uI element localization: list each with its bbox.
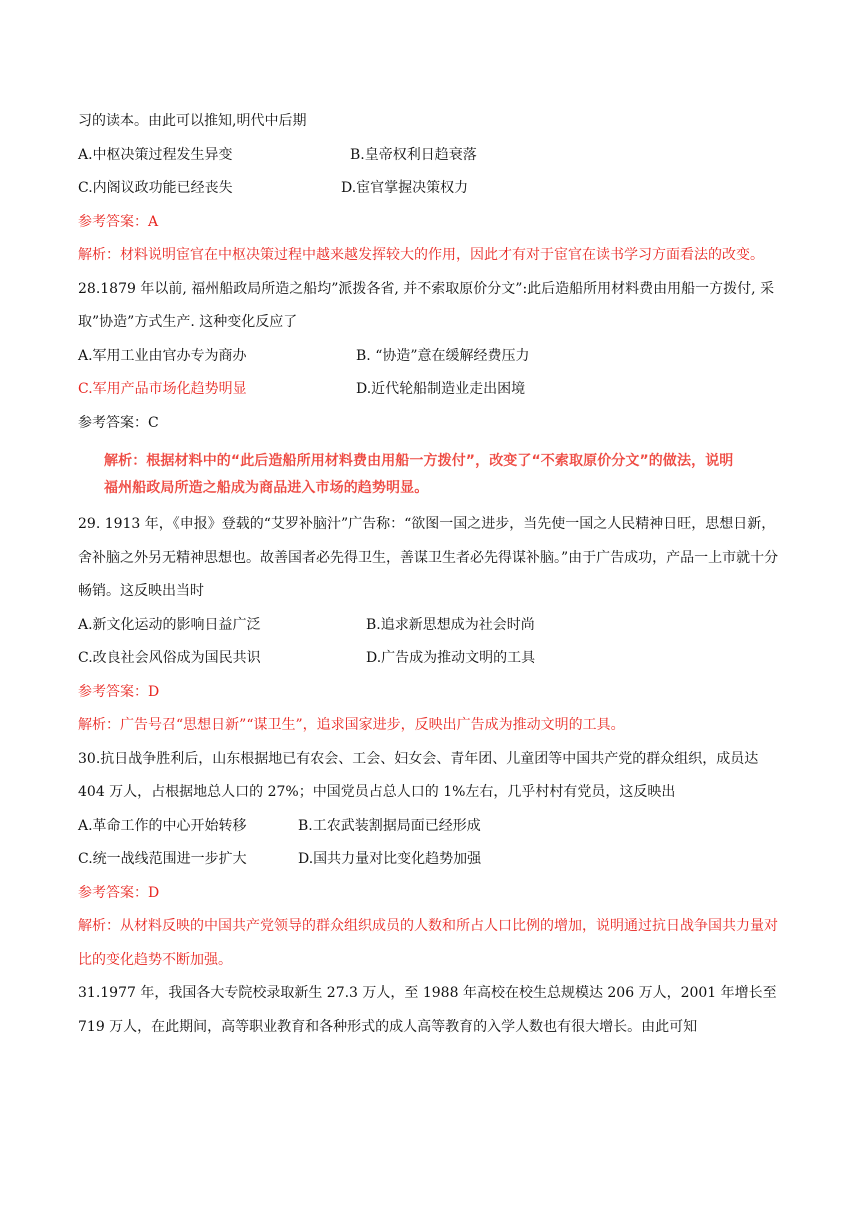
q27-option-b: B.皇帝权利日趋衰落 [350, 146, 477, 163]
q28-option-c: C.军用产品市场化趋势明显 [78, 381, 247, 397]
q30-analysis: 解析：从材料反映的中国共产党领导的群众组织成员的人数和所占人口比例的增加，说明通过抗日战争国共力量对比的变化趋势不断加强。 [78, 918, 778, 968]
q29-options-row2 [78, 642, 783, 676]
q30-option-a: A.革命工作的中心开始转移 [78, 817, 247, 834]
q29-stem: 29. 1913 年，《申报》登载的“艾罗补脑汁”广告称：“欲图一国之进步，当先使一国之人民精神日旺，思想日新，舍补脑之外另无精神思想也。故善国者必先得卫生，善谋卫生者必先得谋补脑。”由于广告成功，产品一上市就十分畅销。这反映出当时 [78, 516, 779, 599]
q28-option-d: D.近代轮船制造业走出困境 [356, 381, 526, 397]
q27-option-a: A.中枢决策过程发生异变 [78, 146, 233, 163]
q29-option-c: C.改良社会风俗成为国民共识 [78, 650, 261, 666]
q29-option-d: D.广告成为推动文明的工具 [366, 650, 536, 666]
q27-stem-tail: 习的读本。由此可以推知,明代中后期 [78, 113, 307, 129]
q29-option-b: B.追求新思想成为社会时尚 [366, 616, 535, 633]
q28-stem: 28.1879 年以前, 福州船政局所造之船均”派拨各省, 并不索取原价分文”:此后造船所用材料费由用船一方拨付, 采取”协造”方式生产. 这种变化反应了 [78, 280, 775, 330]
q28-analysis-line2: 福州船政局所造之船成为商品进入市场的趋势明显。 [104, 480, 429, 496]
q29-option-a: A.新文化运动的影响日益广泛 [78, 616, 261, 633]
q30-option-c: C.统一战线范围进一步扩大 [78, 851, 247, 867]
q30-stem: 30.抗日战争胜利后，山东根据地已有农会、工会、妇女会、青年团、儿童团等中国共产党的群众组织，成员达 404 万人，占根据地总人口的 27%；中国党员占总人口的 1%左右，几乎村村有党员，这反映出 [78, 750, 759, 800]
document-page [78, 105, 783, 1044]
q28-analysis-line1: 解析：根据材料中的“此后造船所用材料费由用船一方拨付”，改变了“不索取原价分文”的做法，说明 [104, 453, 734, 469]
q30-option-d: D.国共力量对比变化趋势加强 [298, 851, 482, 867]
q28-option-a: A.军用工业由官办专为商办 [78, 347, 247, 364]
q27-options-row1 [78, 139, 783, 173]
q27-answer: 参考答案：A [78, 213, 159, 230]
q30-options-row1 [78, 810, 783, 844]
q29-analysis: 解析：广告号召“思想日新”“谋卫生”，追求国家进步，反映出广告成为推动文明的工具。 [78, 717, 625, 733]
q27-option-c: C.内阁议政功能已经丧失 [78, 180, 233, 196]
q28-options-row1 [78, 340, 783, 374]
q29-answer: 参考答案：D [78, 683, 160, 700]
q28-options-row2 [78, 373, 783, 407]
q29-options-row1 [78, 609, 783, 643]
q27-option-d: D.宦官掌握决策权力 [341, 180, 469, 196]
q28-analysis-scanned [104, 448, 783, 502]
q30-options-row2 [78, 843, 783, 877]
q30-answer: 参考答案：D [78, 884, 160, 901]
q27-analysis: 解析：材料说明宦官在中枢决策过程中越来越发挥较大的作用，因此才有对于宦官在读书学习方面看法的改变。 [78, 247, 764, 263]
q30-option-b: B.工农武装割据局面已经形成 [298, 817, 481, 834]
q28-option-b: B. “协造”意在缓解经费压力 [356, 347, 530, 364]
q27-options-row2 [78, 172, 783, 206]
q31-stem: 31.1977 年，我国各大专院校录取新生 27.3 万人，至 1988 年高校在校生总规模达 206 万人，2001 年增长至 719 万人，在此期间，高等职业教育和各种形式的成人高等教育的入学人数也有很大增长。由此可知 [78, 985, 777, 1035]
q28-answer: 参考答案：C [78, 414, 159, 431]
